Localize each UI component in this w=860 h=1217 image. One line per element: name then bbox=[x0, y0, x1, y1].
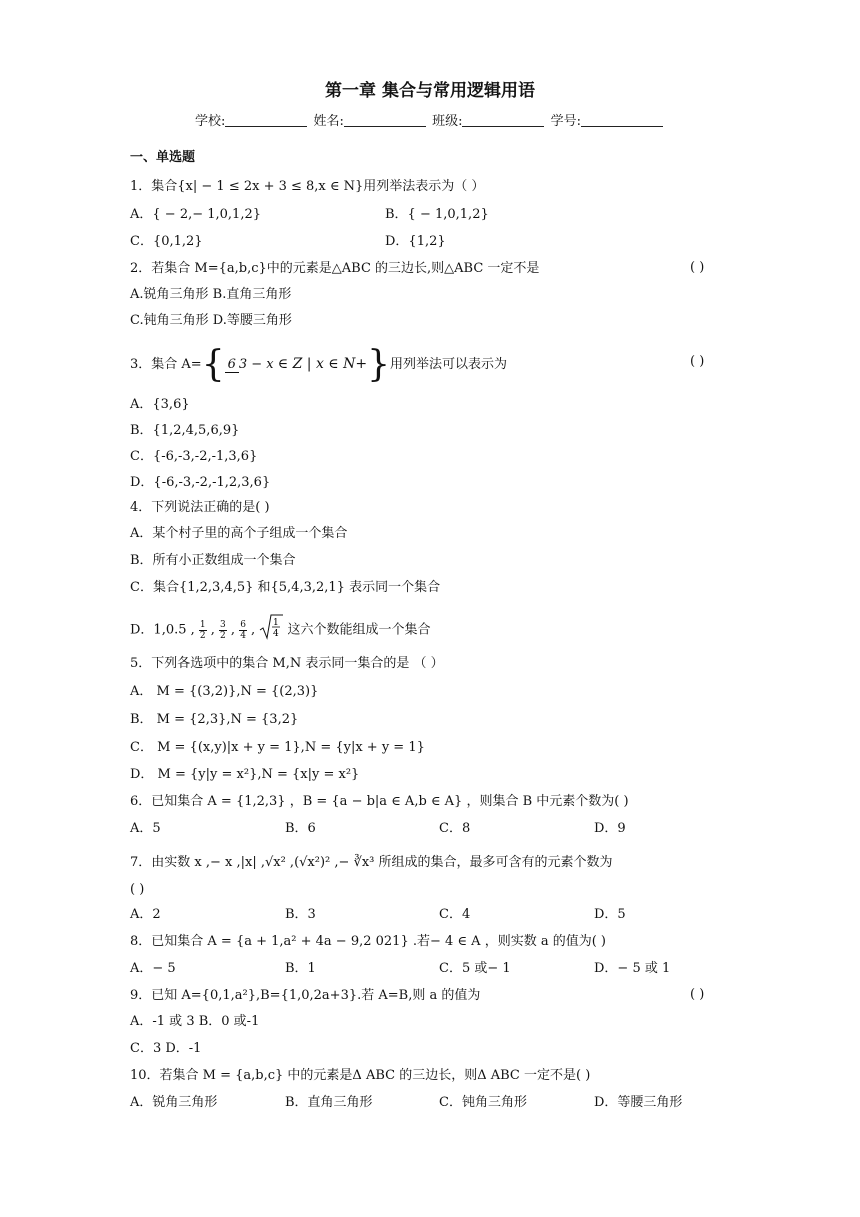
page-title: 第一章 集合与常用逻辑用语 bbox=[325, 81, 535, 101]
school-blank[interactable] bbox=[225, 113, 307, 127]
number-label: 学号: bbox=[550, 114, 581, 129]
q3-denominator: 3 − x bbox=[238, 356, 274, 372]
q3-option-a: A．{3,6} bbox=[130, 397, 190, 412]
q4-option-d: D．1,0.5 , $\frac{1}{2}$ , $\frac{3}{2}$ , $\frac{6}{4}$ , 1 4 这六个数能组成一个集合 bbox=[130, 614, 430, 646]
q1-option-d: D．{1,2} bbox=[385, 234, 446, 249]
q10-option-a: A．锐角三角形 bbox=[130, 1095, 218, 1110]
q9-options-ab: A．-1 或 3 B．0 或-1 bbox=[130, 1014, 260, 1029]
sqrt-quarter bbox=[259, 614, 283, 646]
q8-option-c: C．5 或− 1 bbox=[439, 961, 511, 976]
q3-option-b: B．{1,2,4,5,6,9} bbox=[130, 423, 240, 438]
q5-option-a: A． M = {(3,2)},N = {(2,3)} bbox=[130, 684, 319, 699]
q6-option-d: D．9 bbox=[594, 821, 626, 836]
q10-option-d: D．等腰三角形 bbox=[594, 1095, 683, 1110]
q6-stem: 6．已知集合 A = {1,2,3} ，B = {a − b|a ∈ A,b ∈ A} ，则集合 B 中元素个数为( ) bbox=[130, 794, 629, 809]
fraction-one-half: $\frac{1}{2}$ bbox=[199, 619, 206, 641]
section-heading: 一、单选题 bbox=[130, 150, 196, 165]
q5-option-b: B． M = {2,3},N = {3,2} bbox=[130, 712, 299, 727]
q6-option-b: B．6 bbox=[285, 821, 316, 836]
q3-option-c: C．{-6,-3,-2,-1,3,6} bbox=[130, 449, 258, 464]
q1-option-a: A．{ − 2,− 1,0,1,2} bbox=[130, 207, 261, 222]
q2-options-ab: A.锐角三角形 B.直角三角形 bbox=[130, 287, 292, 302]
q4-option-a: A．某个村子里的高个子组成一个集合 bbox=[130, 526, 348, 541]
q4-option-d-prefix: D．1,0.5 , bbox=[130, 622, 195, 638]
q9-stem: 9．已知 A={0,1,a²},B={1,0,2a+3}.若 A=B,则 a 的值为 bbox=[130, 988, 481, 1003]
q3-stem: 3．集合 A={ 6 3 − x ∈ Z | x ∈ N+}用列举法可以表示为 bbox=[130, 344, 508, 385]
q5-stem: 5．下列各选项中的集合 M,N 表示同一集合的是 （ ） bbox=[130, 656, 444, 671]
q4-option-c: C．集合{1,2,3,4,5} 和{5,4,3,2,1} 表示同一个集合 bbox=[130, 580, 441, 595]
q8-option-a: A．− 5 bbox=[130, 961, 176, 976]
name-blank[interactable] bbox=[344, 113, 426, 127]
class-label: 班级: bbox=[432, 114, 463, 129]
q7-option-a: A．2 bbox=[130, 907, 161, 922]
name-label: 姓名: bbox=[313, 114, 344, 129]
q7-option-c: C．4 bbox=[439, 907, 471, 922]
q7-option-b: B．3 bbox=[285, 907, 316, 922]
q2-answer-paren: ( ) bbox=[690, 260, 705, 275]
q3-prefix: 3．集合 A= bbox=[130, 357, 202, 372]
fraction-six-quarter: $\frac{6}{4}$ bbox=[240, 619, 246, 641]
q5-option-c: C． M = {(x,y)|x + y = 1},N = {y|x + y = 1} bbox=[130, 740, 425, 755]
school-label: 学校: bbox=[195, 114, 226, 129]
q8-option-b: B．1 bbox=[285, 961, 316, 976]
q8-stem: 8．已知集合 A = {a + 1,a² + 4a − 9,2 021} .若− 4 ∈ A ，则实数 a 的值为( ) bbox=[130, 934, 606, 949]
q3-suffix: 用列举法可以表示为 bbox=[390, 357, 508, 372]
q10-option-b: B．直角三角形 bbox=[285, 1095, 373, 1110]
q3-fraction bbox=[225, 356, 274, 374]
q3-option-d: D．{-6,-3,-2,-1,2,3,6} bbox=[130, 475, 271, 490]
q6-option-c: C．8 bbox=[439, 821, 471, 836]
q2-options-cd: C.钝角三角形 D.等腰三角形 bbox=[130, 313, 292, 328]
q2-stem: 2．若集合 M={a,b,c}中的元素是△ABC 的三边长,则△ABC 一定不是 bbox=[130, 261, 540, 276]
q9-options-cd: C．3 D．-1 bbox=[130, 1041, 202, 1056]
student-info-line bbox=[0, 110, 860, 129]
class-blank[interactable] bbox=[462, 113, 544, 127]
q1-stem: 1．集合{x| − 1 ≤ 2x + 3 ≤ 8,x ∈ N}用列举法表示为（ ） bbox=[130, 179, 485, 194]
q7-stem: 7．由实数 x ,− x ,|x| ,√x² ,(√x²)² ,− ∛x³ 所组成的集合，最多可含有的元素个数为 bbox=[130, 855, 613, 870]
svg-text:1: 1 bbox=[273, 618, 280, 628]
svg-text:4: 4 bbox=[273, 629, 280, 639]
q10-option-c: C．钝角三角形 bbox=[439, 1095, 527, 1110]
q7-answer-paren: ( ) bbox=[130, 882, 145, 897]
q1-option-b: B．{ − 1,0,1,2} bbox=[385, 207, 489, 222]
q5-option-d: D． M = {y|y = x²},N = {x|y = x²} bbox=[130, 767, 360, 782]
q4-option-d-suffix: 这六个数能组成一个集合 bbox=[283, 622, 431, 638]
fraction-three-half: $\frac{3}{2}$ bbox=[220, 619, 226, 641]
q6-option-a: A．5 bbox=[130, 821, 161, 836]
q7-option-d: D．5 bbox=[594, 907, 626, 922]
q3-condition: ∈ Z | x ∈ N+ bbox=[277, 356, 368, 372]
q10-stem: 10．若集合 M = {a,b,c} 中的元素是Δ ABC 的三边长，则Δ ABC 一定不是( ) bbox=[130, 1068, 591, 1083]
q3-answer-paren: ( ) bbox=[690, 354, 705, 369]
q3-numerator: 6 bbox=[225, 357, 239, 373]
q4-option-b: B．所有小正数组成一个集合 bbox=[130, 553, 296, 568]
q1-option-c: C．{0,1,2} bbox=[130, 234, 203, 249]
q9-answer-paren: ( ) bbox=[690, 987, 705, 1002]
q8-option-d: D．− 5 或 1 bbox=[594, 961, 671, 976]
number-blank[interactable] bbox=[581, 113, 663, 127]
q4-stem: 4．下列说法正确的是( ) bbox=[130, 500, 270, 515]
